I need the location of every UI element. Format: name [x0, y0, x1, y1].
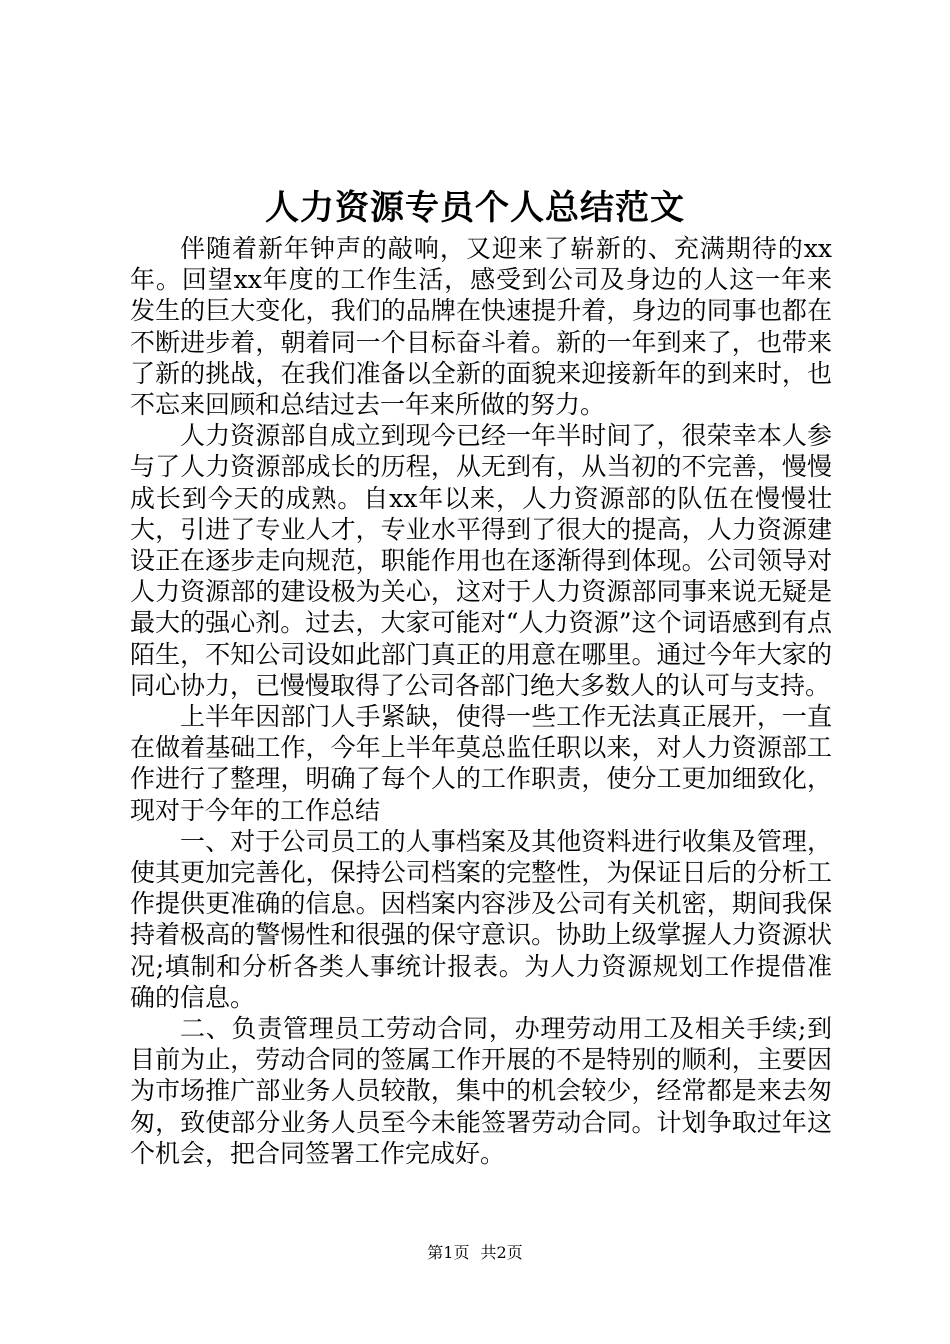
document-body — [130, 233, 832, 1169]
paragraph: 二、负责管理员工劳动合同，办理劳动用工及相关手续;到目前为止，劳动合同的签属工作开展的不是特别的顺利，主要因为市场推广部业务人员较散，集中的机会较少，经常都是来去匆匆，致使部分业务人员至今未能签署劳动合同。计划争取过年这个机会，把合同签署工作完成好。 — [130, 1014, 832, 1168]
page-number-current: 第1页 — [427, 1243, 470, 1262]
paragraph: 一、对于公司员工的人事档案及其他资料进行收集及管理，使其更加完善化，保持公司档案的完整性，为保证日后的分析工作提供更准确的信息。因档案内容涉及公司有关机密，期间我保持着极高的警惕性和很强的保守意识。协助上级掌握人力资源状况;填制和分析各类人事统计报表。为人力资源规划工作提借准确的信息。 — [130, 826, 832, 1012]
page-number-total: 共2页 — [480, 1243, 523, 1262]
page-footer — [0, 1242, 950, 1264]
document-title: 人力资源专员个人总结范文 — [265, 188, 685, 228]
paragraph: 人力资源部自成立到现今已经一年半时间了，很荣幸本人参与了人力资源部成长的历程，从无到有，从当初的不完善，慢慢成长到今天的成熟。自xx年以来，人力资源部的队伍在慢慢壮大，引进了专业人才，专业水平得到了很大的提高，人力资源建设正在逐步走向规范，职能作用也在逐渐得到体现。公司领导对人力资源部的建设极为关心，这对于人力资源部同事来说无疑是最大的强心剂。过去，大家可能对“人力资源”这个词语感到有点陌生，不知公司设如此部门真正的用意在哪里。通过今年大家的同心协力，已慢慢取得了公司各部门绝大多数人的认可与支持。 — [130, 421, 832, 700]
paragraph: 上半年因部门人手紧缺，使得一些工作无法真正展开，一直在做着基础工作，今年上半年莫总监任职以来，对人力资源部工作进行了整理，明确了每个人的工作职责，使分工更加细致化，现对于今年的工作总结 — [130, 702, 832, 825]
paragraph: 伴随着新年钟声的敲响，又迎来了崭新的、充满期待的xx年。回望xx年度的工作生活，感受到公司及身边的人这一年来发生的巨大变化，我们的品牌在快速提升着，身边的同事也都在不断进步着，朝着同一个目标奋斗着。新的一年到来了，也带来了新的挑战，在我们准备以全新的面貌来迎接新年的到来时，也不忘来回顾和总结过去一年来所做的努力。 — [130, 234, 832, 420]
